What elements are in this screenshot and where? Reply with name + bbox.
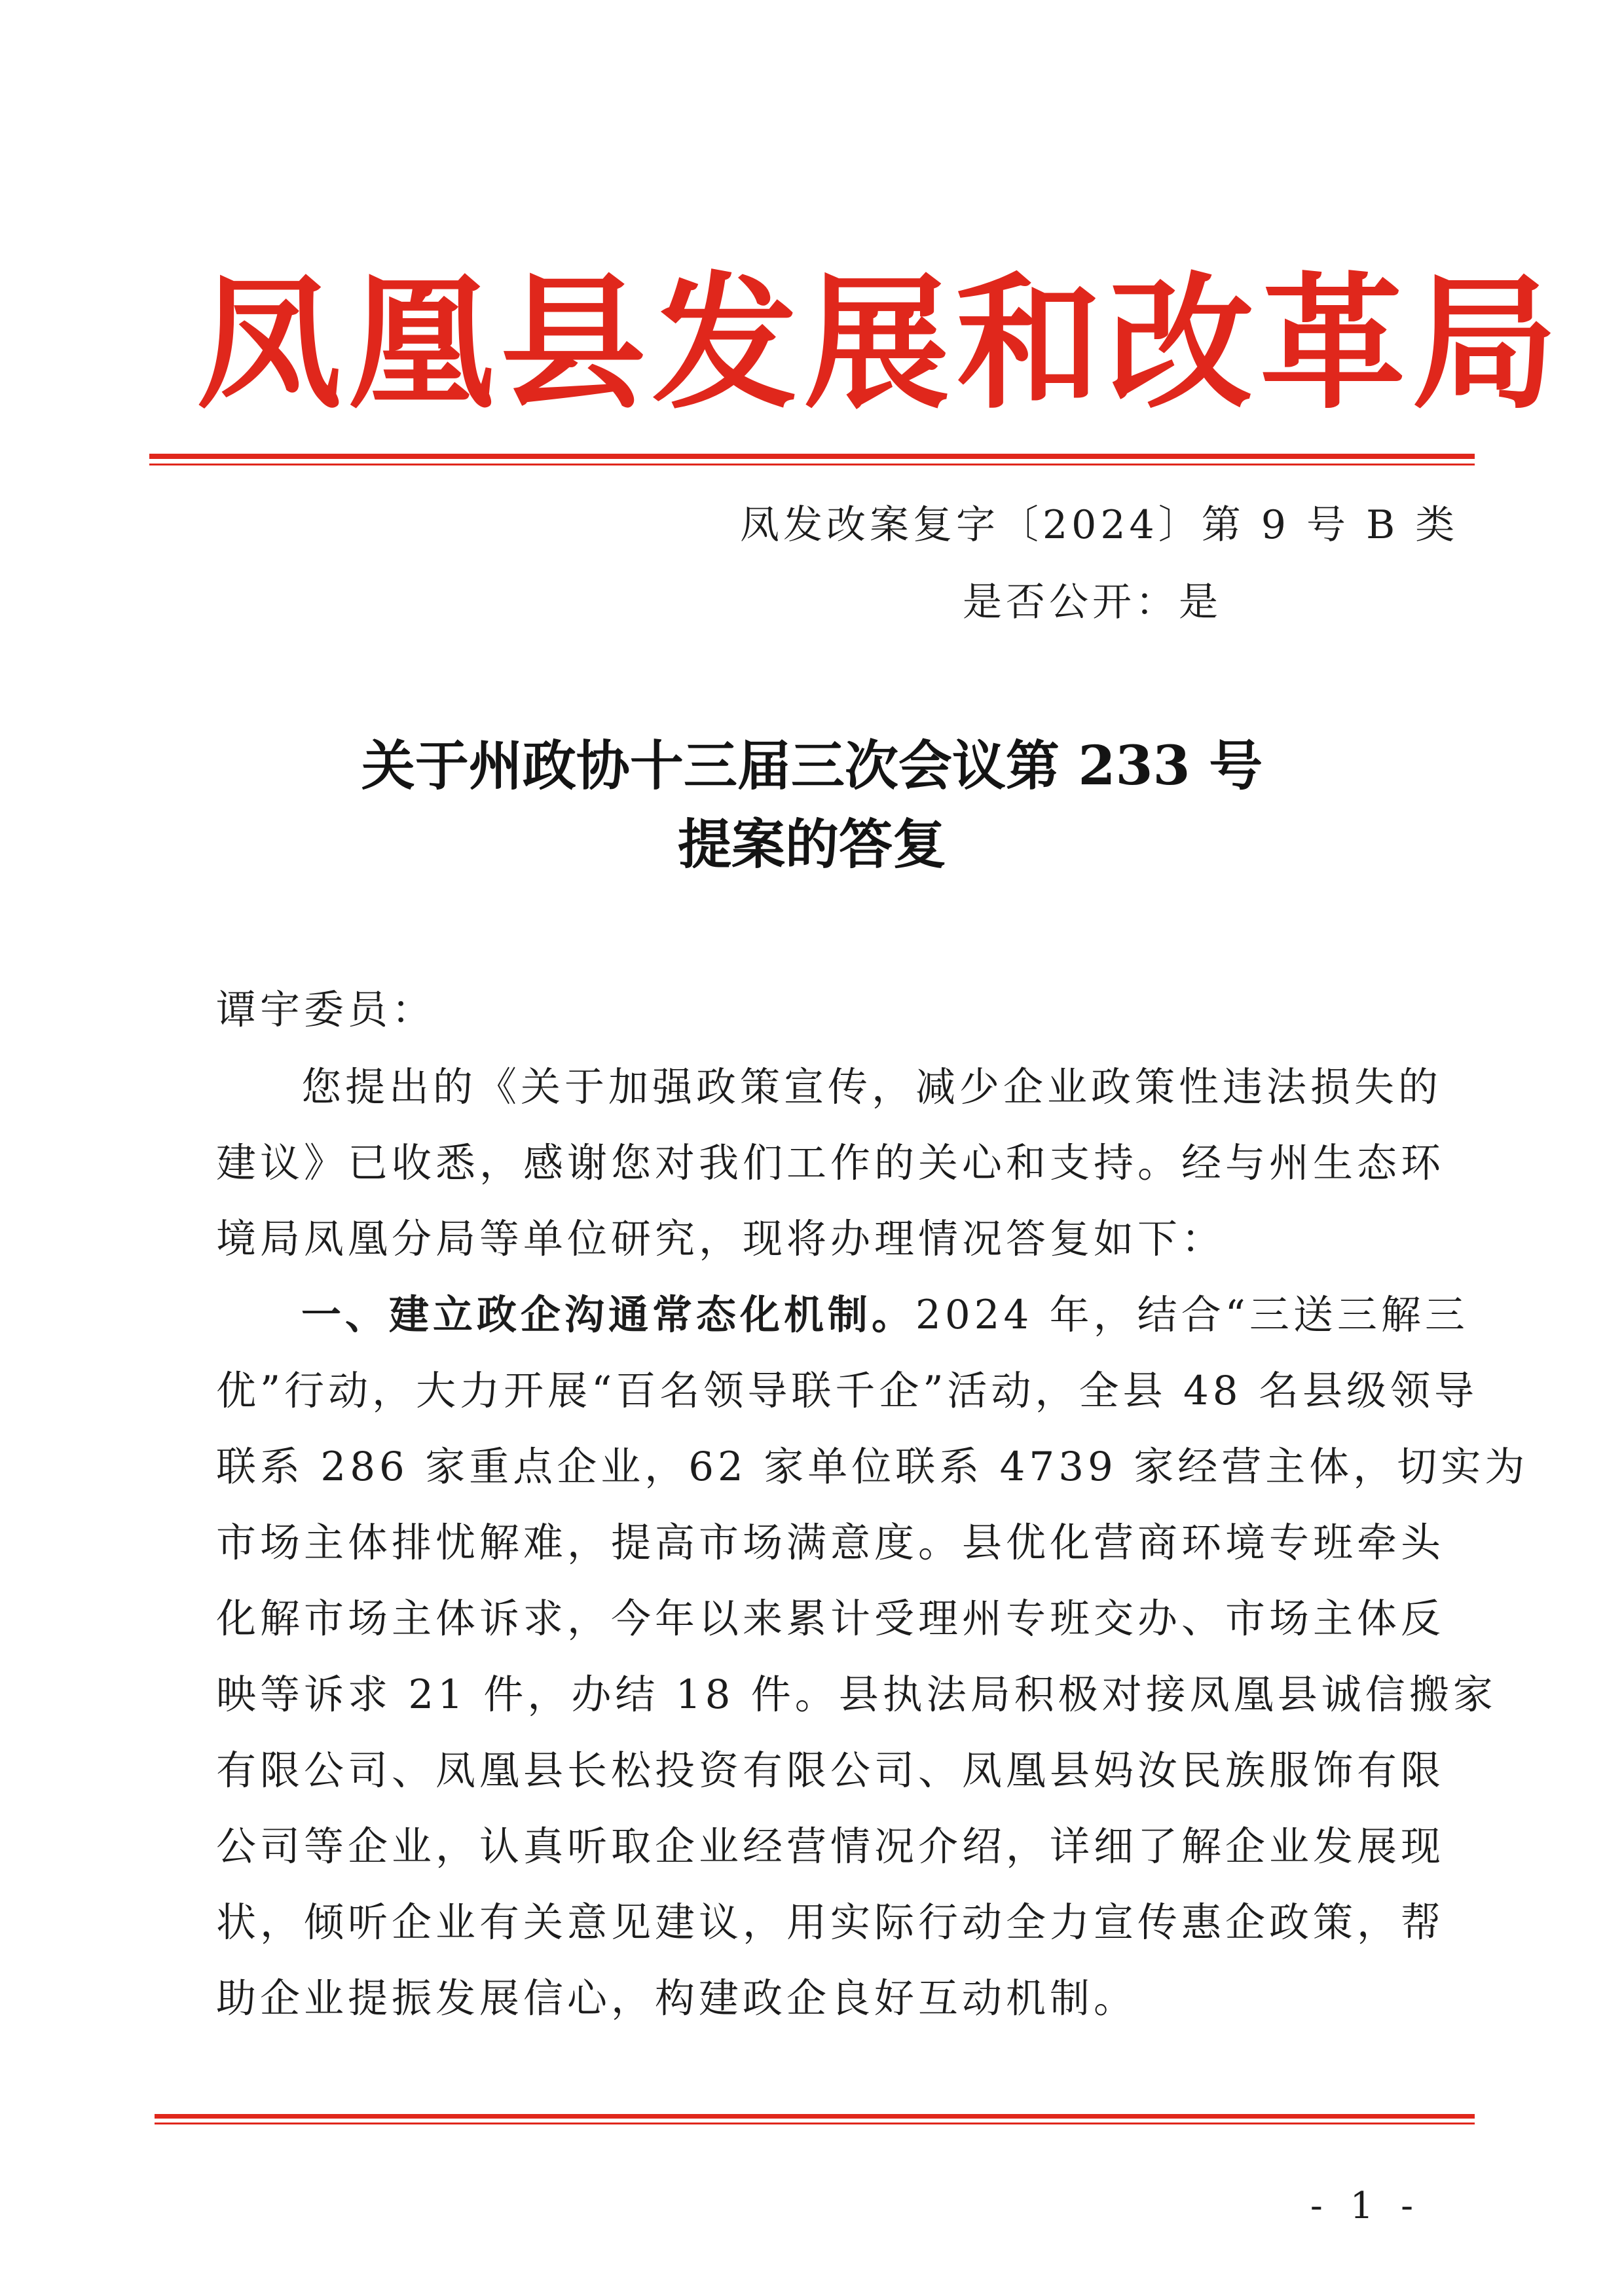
section-1-line: 联系 286 家重点企业，62 家单位联系 4739 家经营主体，切实为	[216, 1444, 1529, 1490]
section-1-first-line	[301, 1277, 1469, 1353]
section-1-line: 优”行动，大力开展“百名领导联千企”活动，全县 48 名县级领导	[216, 1368, 1478, 1414]
document-number: 凤发改案复字〔2024〕第 9 号 B 类	[740, 502, 1459, 548]
intro-line: 建议》已收悉，感谢您对我们工作的关心和支持。经与州生态环	[216, 1140, 1445, 1186]
intro-line: 境局凤凰分局等单位研究，现将办理情况答复如下：	[216, 1216, 1226, 1262]
header-rule-thin	[149, 464, 1475, 465]
document-title-line-2: 提案的答复	[677, 813, 946, 876]
section-1-heading: 一、建立政企沟通常态化机制。	[301, 1292, 916, 1338]
issuing-authority-title: 凤凰县发展和改革局	[196, 259, 1564, 429]
document-title-line-1: 关于州政协十三届三次会议第 233 号	[361, 735, 1263, 797]
footer-rule-thick	[155, 2114, 1475, 2119]
section-1-line: 市场主体排忧解难，提高市场满意度。县优化营商环境专班牵头	[216, 1520, 1445, 1566]
section-1-line: 助企业提振发展信心，构建政企良好互动机制。	[216, 1975, 1138, 2022]
header-rule-thick	[149, 454, 1475, 459]
section-1-line: 公司等企业，认真听取企业经营情况介绍，详细了解企业发展现	[216, 1823, 1445, 1870]
section-1-first-line-tail: 2024 年，结合“三送三解三	[915, 1292, 1469, 1338]
page-number: - 1 -	[1310, 2185, 1421, 2227]
section-1-line: 映等诉求 21 件，办结 18 件。县执法局积极对接凤凰县诚信搬家	[216, 1671, 1497, 1718]
salutation: 谭宇委员：	[216, 987, 436, 1033]
section-1-line: 有限公司、凤凰县长松投资有限公司、凤凰县妈汝民族服饰有限	[216, 1747, 1445, 1794]
intro-line: 您提出的《关于加强政策宣传，减少企业政策性违法损失的	[301, 1064, 1443, 1110]
public-disclosure-label: 是否公开：是	[963, 579, 1222, 625]
section-1-line: 状，倾听企业有关意见建议，用实际行动全力宣传惠企政策，帮	[216, 1899, 1445, 1946]
section-1-line: 化解市场主体诉求，今年以来累计受理州专班交办、市场主体反	[216, 1595, 1445, 1642]
footer-rule-thin	[155, 2123, 1475, 2124]
